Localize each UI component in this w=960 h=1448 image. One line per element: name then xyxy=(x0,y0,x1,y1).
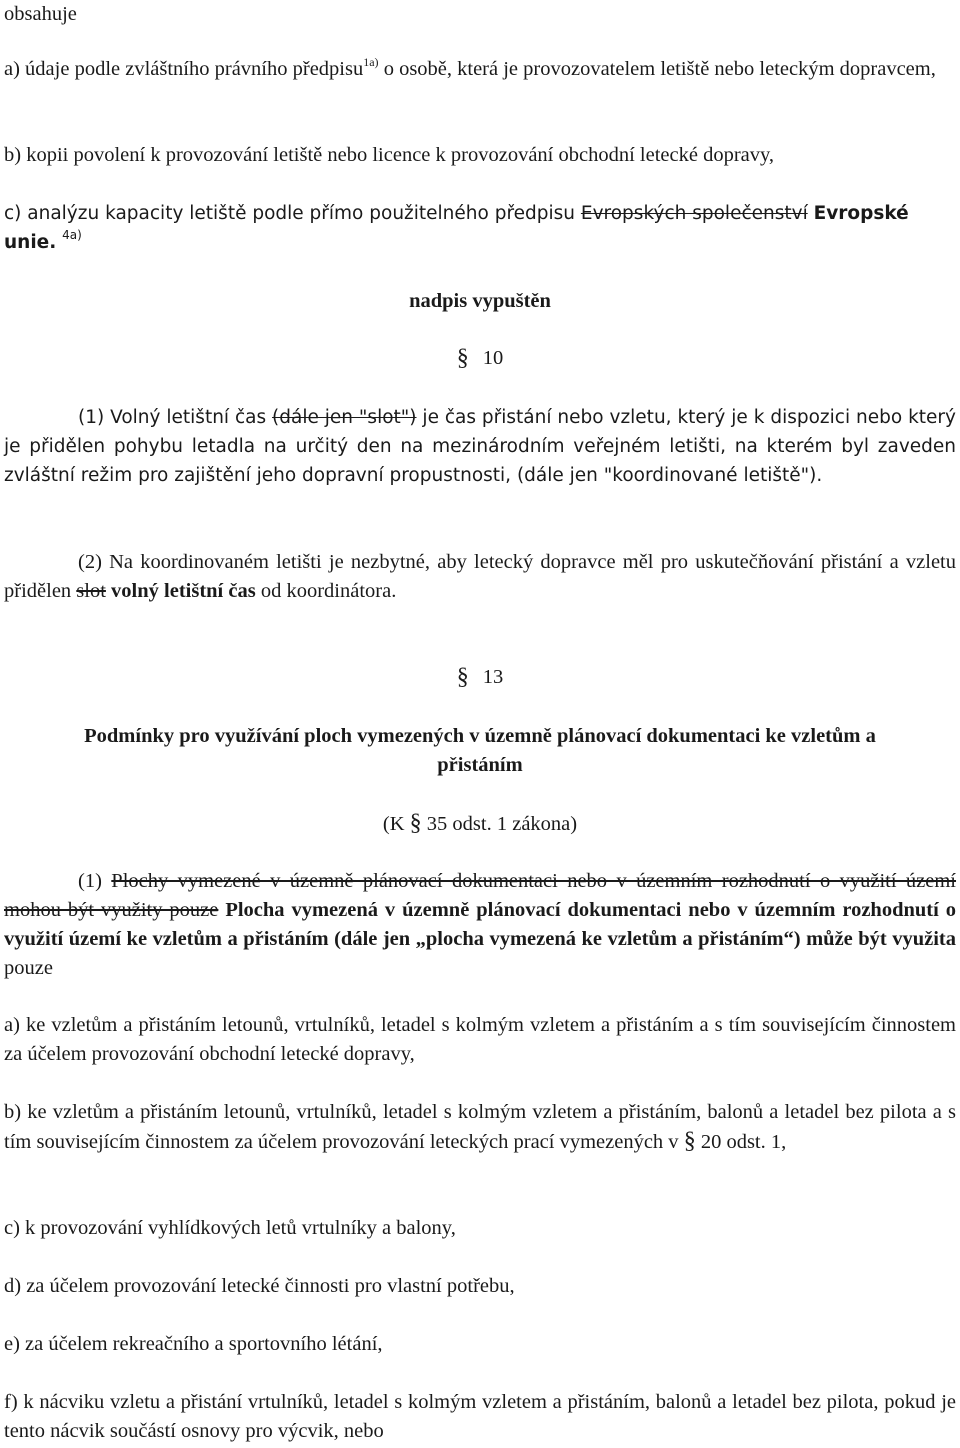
section-sign-icon: § xyxy=(456,664,469,690)
section-sign-icon: § xyxy=(683,1128,696,1154)
list-item-b: b) ke vzletům a přistáním letounů, vrtulníků, letadel s kolmým vzletem a přistáním, balonů a letadel bez pilota a s tím souvisejícím činnostem za účelem provozování leteckých prací vymezených v § 20 odst. 1, xyxy=(4,1101,956,1154)
section-10-paragraph-1: (1) Volný letištní čas (dále jen "slot") je čas přistání nebo vzletu, který je k dispozici nebo který je přidělen pohybu letadla na určitý den na mezinárodním veřejném letišti, na kterém byl zaveden zvláštní režim pro zajištění jeho dopravní propustnosti, (dále jen "koordinované letiště"). xyxy=(4,407,956,486)
list-item-e: e) za účelem rekreačního a sportovního létání, xyxy=(4,1333,383,1355)
list-item-f: f) k nácviku vzletu a přistání vrtulníků, letadel s kolmým vzletem a přistáním, balonů a letadel bez pilota, pokud je tento nácvik součástí osnovy pro výcvik, nebo xyxy=(4,1391,956,1442)
bold-insert: Evropské unie. xyxy=(4,203,909,253)
item-c-capacity: c) analýzu kapacity letiště podle přímo použitelného předpisu Evropských společenství Evropské unie. $^{4a)}$ xyxy=(4,203,909,253)
heading-removed: nadpis vypuštěn xyxy=(409,290,551,312)
section-13-reference: (K § 35 odst. 1 zákona) xyxy=(382,810,578,836)
footnote-ref-1a: 1a) xyxy=(363,55,379,69)
section-number: 10 xyxy=(482,347,504,369)
section-13-heading xyxy=(4,663,956,692)
list-item-c: c) k provozování vyhlídkových letů vrtulníky a balony, xyxy=(4,1217,456,1239)
bold-insert: Plocha vymezená v územně plánovací dokumentaci nebo v územním rozhodnutí o využití území ke vzletům a přistáním (dále jen „plocha vymezená ke vzletům a přistáním“) může být využita xyxy=(4,899,956,950)
item-b-permit: b) kopii povolení k provozování letiště nebo licence k provozování obchodní letecké dopravy, xyxy=(4,144,775,166)
section-13-paragraph-1: (1) Plochy vymezené v územně plánovací dokumentaci nebo v územním rozhodnutí o využití území mohou být využity pouze Plocha vymezená v územně plánovací dokumentaci nebo v územním rozhodnutí o využití území ke vzletům a přistáním (dále jen „plocha vymezená ke vzletům a přistáním“) může být využita pouze xyxy=(4,870,957,979)
struck-text: Evropských společenství xyxy=(580,203,808,224)
list-item-d: d) za účelem provozování letecké činnosti pro vlastní potřebu, xyxy=(4,1275,515,1297)
list-item-a: a) ke vzletům a přistáním letounů, vrtulníků, letadel s kolmým vzletem a přistáním a s tím souvisejícím činnostem za účelem provozování obchodní letecké dopravy, xyxy=(4,1014,956,1065)
section-10-heading xyxy=(4,344,956,373)
section-10-paragraph-2: (2) Na koordinovaném letišti je nezbytné, aby letecký dopravce měl pro uskutečňování přistání a vzletu přidělen slot volný letištní čas od koordinátora. xyxy=(4,551,956,602)
intro-line: obsahuje xyxy=(4,3,77,25)
section-number: 13 xyxy=(482,666,504,688)
bold-insert: volný letištní čas xyxy=(105,580,256,602)
struck-text: (dále jen "slot") xyxy=(272,407,417,428)
struck-text: slot xyxy=(76,580,106,602)
section-sign-icon: § xyxy=(409,810,422,836)
item-a-data: a) údaje podle zvláštního právního předpisu$^{1a)}$ o osobě, která je provozovatelem letiště nebo leteckým dopravcem, xyxy=(4,55,936,80)
section-sign-icon: § xyxy=(456,345,469,371)
section-13-title: Podmínky pro využívání ploch vymezených v územně plánovací dokumentaci ke vzletům a přistáním xyxy=(84,725,876,776)
footnote-ref-4a: 4a) xyxy=(62,228,82,242)
struck-text: Plochy vymezené v územně plánovací dokumentaci nebo v územním rozhodnutí o využití území mohou být využity pouze xyxy=(4,870,957,921)
